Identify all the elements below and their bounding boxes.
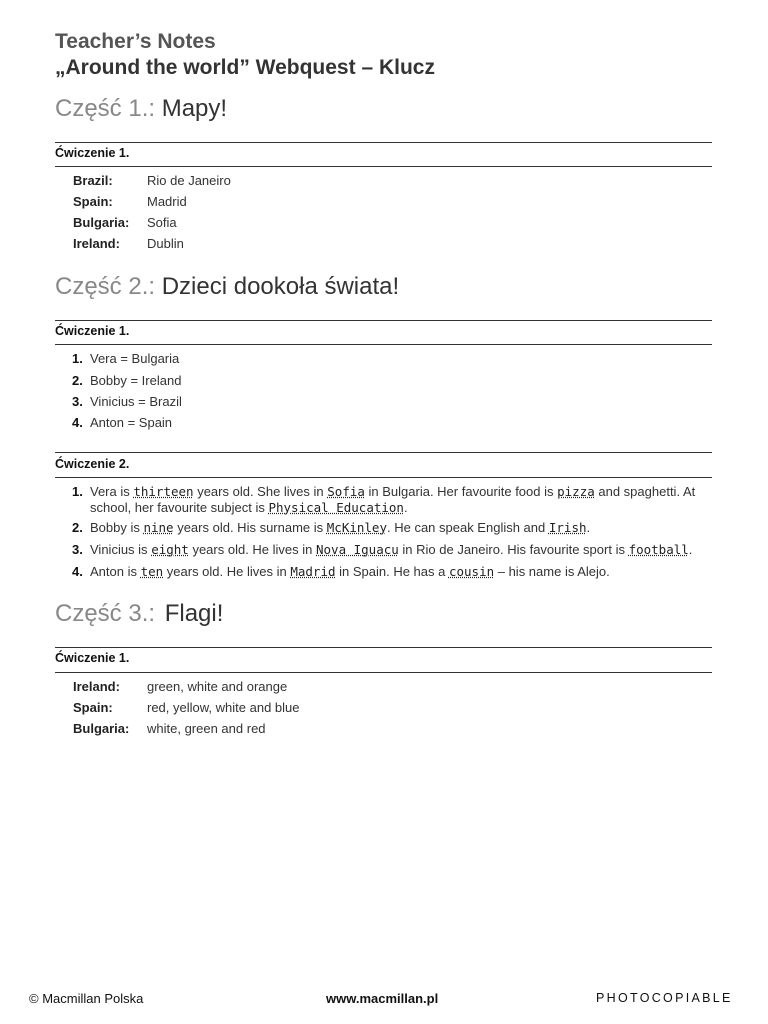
answer-key: Spain: bbox=[73, 700, 113, 715]
text-segment: . bbox=[403, 500, 408, 515]
answer-value: Sofia bbox=[147, 215, 177, 230]
item-number: 4. bbox=[72, 415, 83, 430]
part1-heading bbox=[55, 94, 227, 124]
text-segment: and spaghetti. At school, her favourite subject is bbox=[90, 484, 696, 515]
text-segment: . bbox=[688, 542, 693, 557]
answer-key: Ireland: bbox=[73, 679, 120, 694]
item-text: Vera = Bulgaria bbox=[90, 351, 180, 366]
part2-prefix: Część 2.: bbox=[55, 273, 156, 300]
part2-heading bbox=[55, 272, 399, 302]
item-number: 2. bbox=[72, 520, 83, 535]
handwritten-answer: Sofia bbox=[327, 484, 365, 499]
part1-prefix: Część 1.: bbox=[55, 95, 156, 122]
part3-ex1-label: Ćwiczenie 1. bbox=[55, 651, 130, 665]
answer-value: Rio de Janeiro bbox=[147, 173, 231, 188]
doc-subtitle: „Around the world” Webquest – Klucz bbox=[55, 56, 435, 79]
answer-key: Bulgaria: bbox=[73, 215, 130, 230]
answer-value: Dublin bbox=[147, 236, 184, 251]
text-segment: in Spain. He has a bbox=[335, 564, 449, 579]
text-segment: . He can speak English and bbox=[386, 520, 549, 535]
part2-ex2-label: Ćwiczenie 2. bbox=[55, 457, 130, 471]
text-segment: Vera is bbox=[90, 484, 134, 499]
footer-url: www.macmillan.pl bbox=[326, 991, 439, 1006]
part3-heading bbox=[55, 599, 223, 629]
divider bbox=[55, 142, 712, 143]
part1-ex1-label: Ćwiczenie 1. bbox=[55, 146, 130, 160]
text-segment: years old. He lives in bbox=[163, 564, 291, 579]
text-segment: Vinicius is bbox=[90, 542, 152, 557]
doc-title: Teacher’s Notes bbox=[55, 30, 216, 53]
handwritten-answer: football bbox=[628, 542, 689, 557]
item-number: 3. bbox=[72, 394, 83, 409]
handwritten-answer: thirteen bbox=[133, 484, 194, 499]
item-text: Bobby = Ireland bbox=[90, 373, 182, 388]
footer-photocopiable: PHOTOCOPIABLE bbox=[596, 991, 733, 1005]
handwritten-answer: Physical Education bbox=[268, 500, 404, 515]
text-segment: – his name is Alejo. bbox=[494, 564, 610, 579]
list-item bbox=[55, 484, 712, 516]
item-text bbox=[90, 520, 712, 536]
item-number: 2. bbox=[72, 373, 83, 388]
handwritten-answer: McKinley bbox=[326, 520, 387, 535]
item-text: Vinicius = Brazil bbox=[90, 394, 182, 409]
handwritten-answer: Madrid bbox=[290, 564, 336, 579]
text-segment: Bobby is bbox=[90, 520, 144, 535]
part2-ex1-label: Ćwiczenie 1. bbox=[55, 324, 130, 338]
text-segment: years old. She lives in bbox=[193, 484, 328, 499]
text-segment: years old. He lives in bbox=[188, 542, 316, 557]
answer-value: red, yellow, white and blue bbox=[147, 700, 300, 715]
answer-key: Spain: bbox=[73, 194, 113, 209]
item-number: 1. bbox=[72, 351, 83, 366]
divider bbox=[55, 452, 712, 453]
answer-key: Brazil: bbox=[73, 173, 113, 188]
handwritten-answer: ten bbox=[140, 564, 164, 579]
item-text bbox=[90, 484, 712, 516]
handwritten-answer: Nova Iguacu bbox=[316, 542, 399, 557]
divider bbox=[55, 647, 712, 648]
part3-prefix: Część 3.: bbox=[55, 600, 156, 627]
text-segment: Anton is bbox=[90, 564, 141, 579]
handwritten-answer: cousin bbox=[448, 564, 495, 579]
answer-value: Madrid bbox=[147, 194, 187, 209]
item-number: 4. bbox=[72, 564, 83, 579]
footer-copyright: © Macmillan Polska bbox=[29, 991, 144, 1006]
item-number: 3. bbox=[72, 542, 83, 557]
text-segment: in Bulgaria. Her favourite food is bbox=[364, 484, 558, 499]
item-number: 1. bbox=[72, 484, 83, 499]
part3-name: Flagi! bbox=[164, 600, 224, 627]
handwritten-answer: pizza bbox=[557, 484, 595, 499]
answer-key: Bulgaria: bbox=[73, 721, 130, 736]
divider bbox=[55, 166, 712, 167]
divider bbox=[55, 672, 712, 673]
item-text: Anton = Spain bbox=[90, 415, 173, 430]
handwritten-answer: eight bbox=[151, 542, 189, 557]
divider bbox=[55, 344, 712, 345]
handwritten-answer: nine bbox=[143, 520, 174, 535]
item-text bbox=[90, 564, 712, 580]
handwritten-answer: Irish bbox=[548, 520, 587, 535]
answer-key: Ireland: bbox=[73, 236, 120, 251]
text-segment: years old. His surname is bbox=[173, 520, 327, 535]
part1-name: Mapy! bbox=[161, 95, 228, 122]
answer-value: green, white and orange bbox=[147, 679, 288, 694]
answer-value: white, green and red bbox=[147, 721, 266, 736]
item-text bbox=[90, 542, 712, 558]
text-segment: in Rio de Janeiro. His favourite sport is bbox=[398, 542, 629, 557]
part2-name: Dzieci dookoła świata! bbox=[161, 273, 400, 300]
divider bbox=[55, 320, 712, 321]
text-segment: . bbox=[586, 520, 591, 535]
divider bbox=[55, 477, 712, 478]
